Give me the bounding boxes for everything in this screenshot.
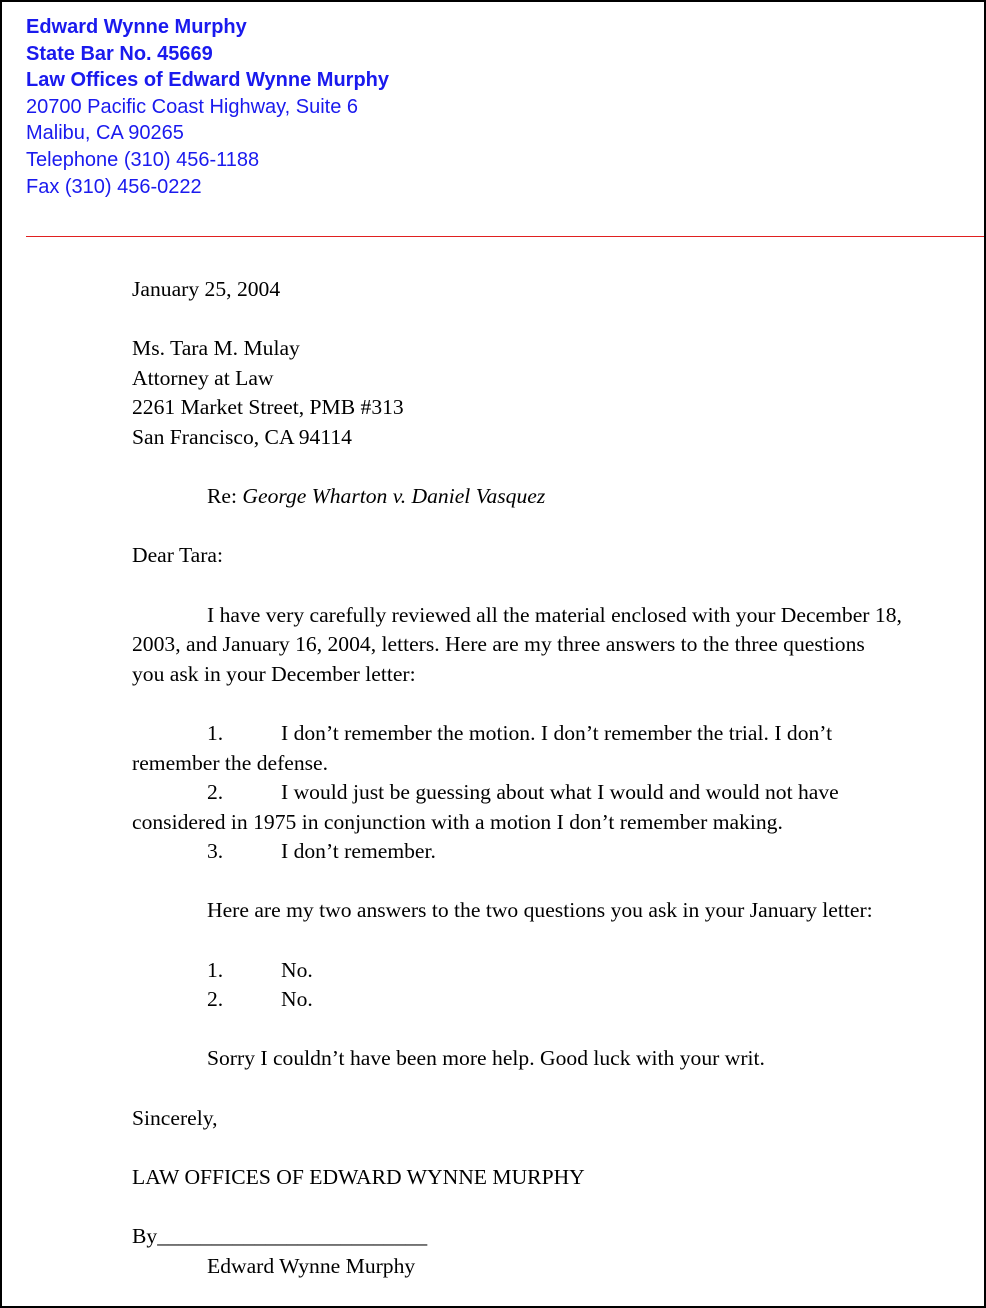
recipient-street: 2261 Market Street, PMB #313: [132, 395, 404, 420]
january-answer-1: [132, 956, 962, 986]
letter-date: January 25, 2004: [132, 277, 281, 301]
complimentary-closing: Sincerely,: [132, 1105, 218, 1130]
recipient-name: Ms. Tara M. Mulay: [132, 336, 300, 361]
answer-text: No.: [281, 987, 313, 1012]
december-answer-2: [132, 778, 962, 808]
answer-text: No.: [281, 957, 313, 982]
firm-name-caps: LAW OFFICES OF EDWARD WYNNE MURPHY: [132, 1164, 585, 1189]
signer-name: Edward Wynne Murphy: [207, 1253, 416, 1278]
december-answer-3: [132, 837, 962, 867]
closing-remark: Sorry I couldn’t have been more help. Good luck with your writ.: [207, 1046, 765, 1071]
answer-number: 2.: [207, 780, 224, 805]
intro-paragraph-line-2: 2003, and January 16, 2004, letters. Here are my three answers to the three questions: [132, 632, 865, 657]
answer-text: I would just be guessing about what I would and would not have: [281, 780, 839, 805]
subject-label: Re:: [207, 484, 237, 509]
january-answer-2: [132, 985, 962, 1015]
answer-text: I don’t remember the motion. I don’t remember the trial. I don’t: [281, 720, 833, 745]
december-answer-1-continued: remember the defense.: [132, 750, 329, 775]
january-intro: Here are my two answers to the two questions you ask in your January letter:: [207, 898, 873, 923]
intro-paragraph-line-1: I have very carefully reviewed all the material enclosed with your December 18,: [207, 602, 902, 627]
answer-text: I don’t remember.: [281, 839, 436, 864]
letterhead-address-line-1: 20700 Pacific Coast Highway, Suite 6: [26, 95, 359, 118]
answer-number: 1.: [207, 720, 224, 745]
recipient-city: San Francisco, CA 94114: [132, 424, 352, 449]
signature-line: By_________________________: [132, 1224, 428, 1248]
december-answer-2-continued: considered in 1975 in conjunction with a motion I don’t remember making.: [132, 809, 783, 834]
salutation: Dear Tara:: [132, 543, 224, 568]
subject-case-name: George Wharton v. Daniel Vasquez: [242, 484, 546, 509]
december-answer-1: [132, 719, 962, 749]
letterhead-fax: Fax (310) 456-0222: [26, 175, 202, 198]
letterhead-divider: [26, 236, 984, 237]
subject-line: [132, 482, 962, 512]
answer-number: 2.: [207, 987, 224, 1012]
intro-paragraph-line-3: you ask in your December letter:: [132, 661, 416, 686]
answer-number: 3.: [207, 839, 224, 864]
answer-number: 1.: [207, 957, 224, 982]
letterhead-telephone: Telephone (310) 456-1188: [26, 148, 260, 171]
letterhead: [26, 14, 966, 200]
letterhead-address-line-2: Malibu, CA 90265: [26, 122, 184, 145]
letterhead-firm: Law Offices of Edward Wynne Murphy: [26, 69, 390, 92]
letterhead-name: Edward Wynne Murphy: [26, 16, 247, 38]
recipient-title: Attorney at Law: [132, 365, 274, 390]
letter-body: [132, 275, 962, 1281]
letterhead-bar-number: State Bar No. 45669: [26, 42, 213, 65]
